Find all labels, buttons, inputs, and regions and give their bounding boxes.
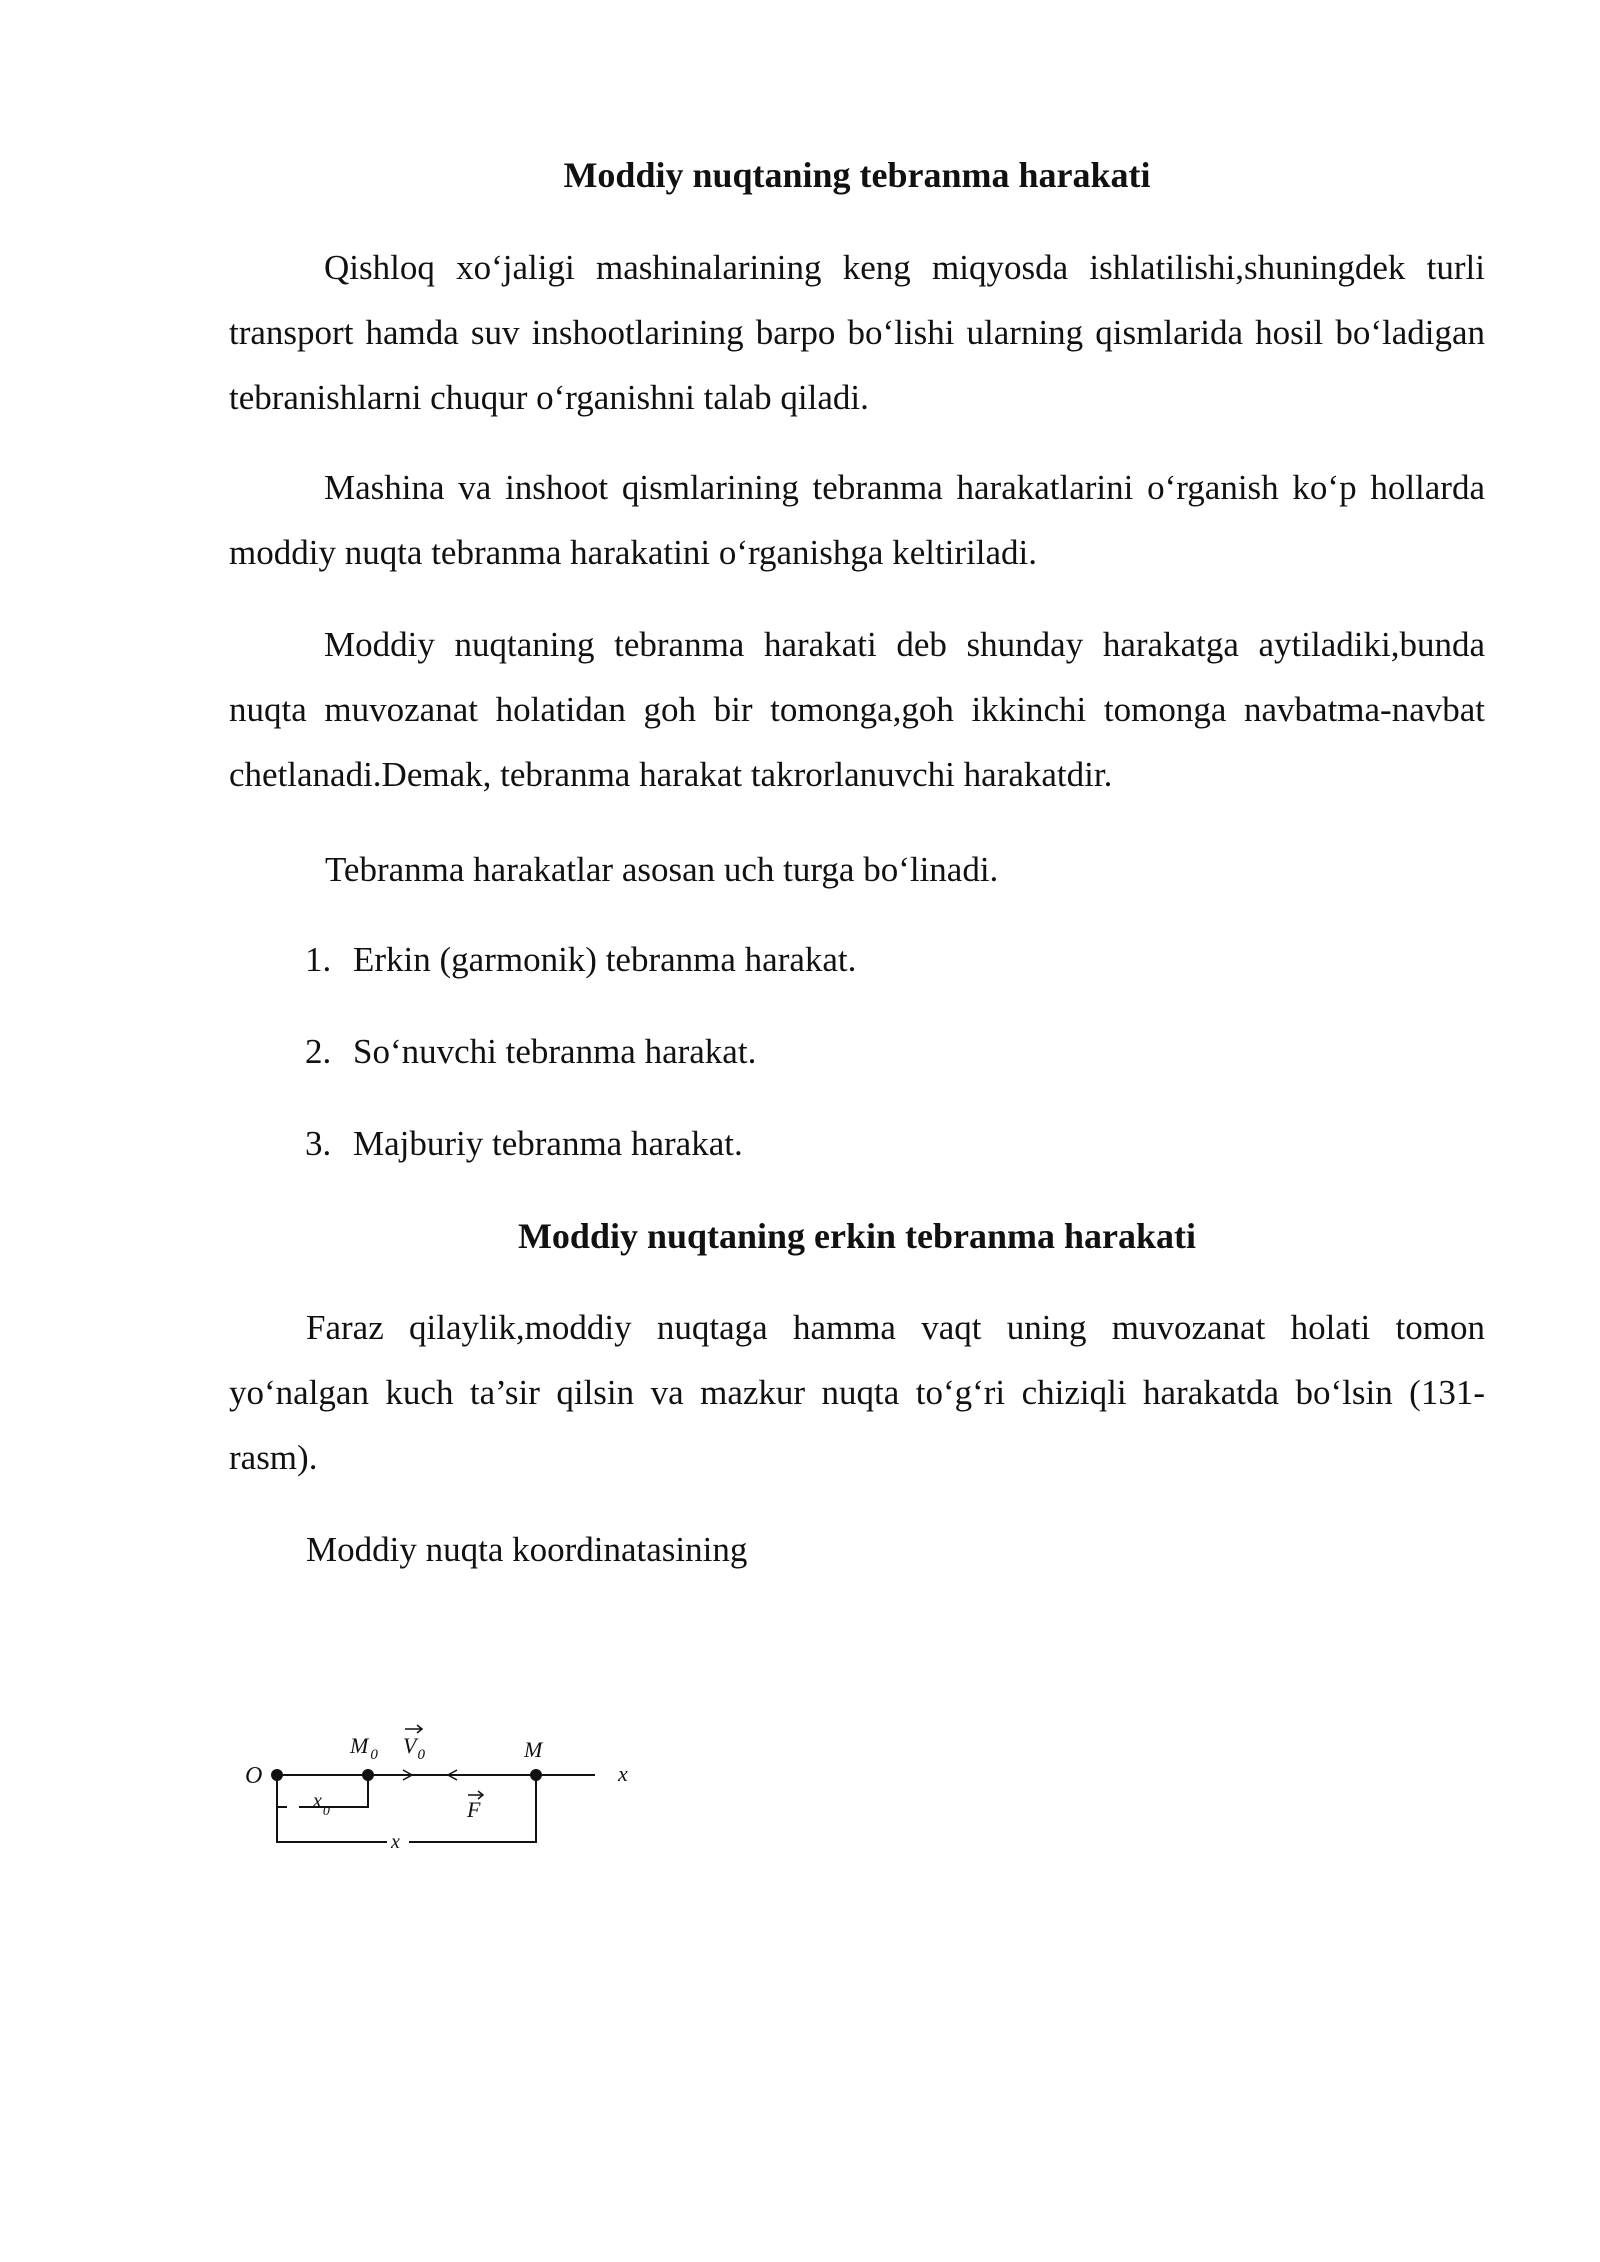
label-x-axis: x	[618, 1761, 628, 1786]
paragraph-6: Moddiy nuqta koordinatasining	[306, 1530, 748, 1569]
label-m0: M $_0$	[350, 1733, 378, 1763]
list-item-number: 1.	[305, 940, 332, 979]
paragraph-3: Moddiy nuqtaning tebranma harakati deb shunday harakatga aytiladiki,bunda nuqta muvozanat holatidan goh bir tomonga,goh ikkinchi tomonga navbatma-navbat chetlanadi.Demak, tebranma harakat takrorlanuvchi harakatdir.	[229, 625, 1485, 794]
list-item-text: Erkin (garmonik) tebranma harakat.	[353, 940, 857, 979]
paragraph-4: Tebranma harakatlar asosan uch turga bo‘linadi.	[325, 850, 999, 889]
label-x0: $x_0$	[313, 1790, 330, 1819]
section-subtitle: Moddiy nuqtaning erkin tebranma harakati	[517, 1216, 1197, 1256]
paragraph-5: Faraz qilaylik,moddiy nuqtaga hamma vaqt uning muvozanat holati tomon yo‘nalgan kuch ta’sir qilsin va mazkur nuqta to‘g‘ri chiziqli harakatda bo‘lsin (131-rasm).	[229, 1308, 1485, 1477]
oscillation-diagram	[235, 1715, 645, 1850]
list-item	[305, 940, 856, 980]
label-x-distance: x	[391, 1831, 400, 1850]
list-item-number: 2.	[305, 1032, 332, 1071]
list-item	[305, 1032, 756, 1072]
list-item-number: 3.	[305, 1124, 332, 1163]
label-origin: O	[245, 1763, 263, 1789]
paragraph-2: Mashina va inshoot qismlarining tebranma harakatlarini o‘rganish ko‘p hollarda moddiy nuqta tebranma harakatini o‘rganishga keltiriladi.	[229, 468, 1485, 572]
page-title: Moddiy nuqtaning tebranma harakati	[563, 155, 1151, 195]
label-v0: $V_0$	[403, 1733, 425, 1763]
paragraph-1: Qishloq xo‘jaligi mashinalarining keng miqyosda ishlatilishi,shuningdek turli transport hamda suv inshootlarining barpo bo‘lishi ularning qismlarida hosil bo‘ladigan tebranishlarni chuqur o‘rganishni talab qiladi.	[229, 248, 1485, 417]
list-item	[305, 1124, 743, 1164]
label-f: F	[467, 1797, 481, 1822]
label-m: M	[524, 1737, 543, 1762]
x0-bracket	[277, 1775, 368, 1807]
list-item-text: So‘nuvchi tebranma harakat.	[353, 1032, 757, 1071]
list-item-text: Majburiy tebranma harakat.	[353, 1124, 743, 1163]
